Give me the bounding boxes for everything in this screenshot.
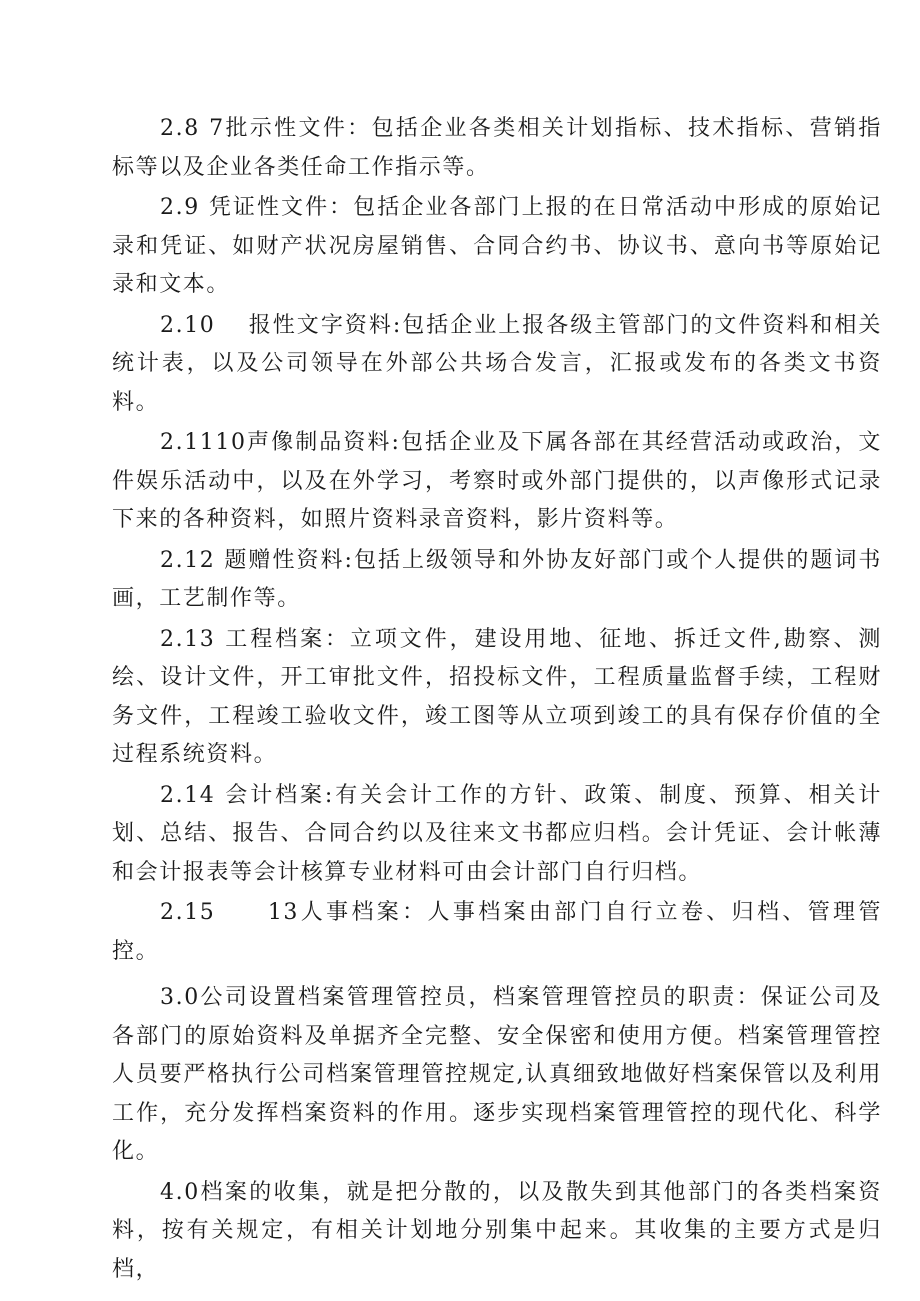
paragraph-2-11: 2.1110声像制品资料:包括企业及下属各部在其经营活动或政治，文件娱乐活动中，以及在外学习，考察时或外部门提供的，以声像形式记录下来的各种资料，如照片资料录音资料，影片资料等。 bbox=[112, 430, 882, 532]
paragraph-2-13: 2.13 工程档案：立项文件，建设用地、征地、拆迁文件,勘察、测绘、设计文件，开工审批文件，招投标文件，工程质量监督手续，工程财务文件，工程竣工验收文件，竣工图等从立项到竣工的具有保存价值的全过程系统资料。 bbox=[112, 626, 882, 767]
paragraph-2-9: 2.9 凭证性文件：包括企业各部门上报的在日常活动中形成的原始记录和凭证、如财产状况房屋销售、合同合约书、协议书、意向书等原始记录和文本。 bbox=[112, 195, 882, 297]
paragraph-2-10: 2.10 报性文字资料:包括企业上报各级主管部门的文件资料和相关统计表，以及公司领导在外部公共场合发言，汇报或发布的各类文书资料。 bbox=[112, 312, 882, 415]
paragraph-2-12: 2.12 题赠性资料:包括上级领导和外协友好部门或个人提供的题词书画，工艺制作等。 bbox=[112, 547, 882, 611]
paragraph-2-14: 2.14 会计档案:有关会计工作的方针、政策、制度、预算、相关计划、总结、报告、合同合约以及往来文书都应归档。会计凭证、会计帐薄和会计报表等会计核算专业材料可由会计部门自行归档。 bbox=[112, 782, 882, 885]
document-page bbox=[112, 110, 882, 1289]
paragraph-2-8: 2.8 7批示性文件：包括企业各类相关计划指标、技术指标、营销指标等以及企业各类任命工作指示等。 bbox=[112, 116, 882, 180]
paragraph-2-15: 2.15 13人事档案：人事档案由部门自行立卷、归档、管理管控。 bbox=[112, 900, 882, 964]
paragraph-3-0: 3.0公司设置档案管理管控员，档案管理管控员的职责：保证公司及各部门的原始资料及单据齐全完整、安全保密和使用方便。档案管理管控人员要严格执行公司档案管理管控规定,认真细致地做好档案保管以及利用工作，充分发挥档案资料的作用。逐步实现档案管理管控的现代化、科学化。 bbox=[112, 985, 882, 1164]
paragraph-4-0: 4.0档案的收集，就是把分散的，以及散失到其他部门的各类档案资料，按有关规定，有相关计划地分别集中起来。其收集的主要方式是归档， bbox=[112, 1179, 882, 1282]
